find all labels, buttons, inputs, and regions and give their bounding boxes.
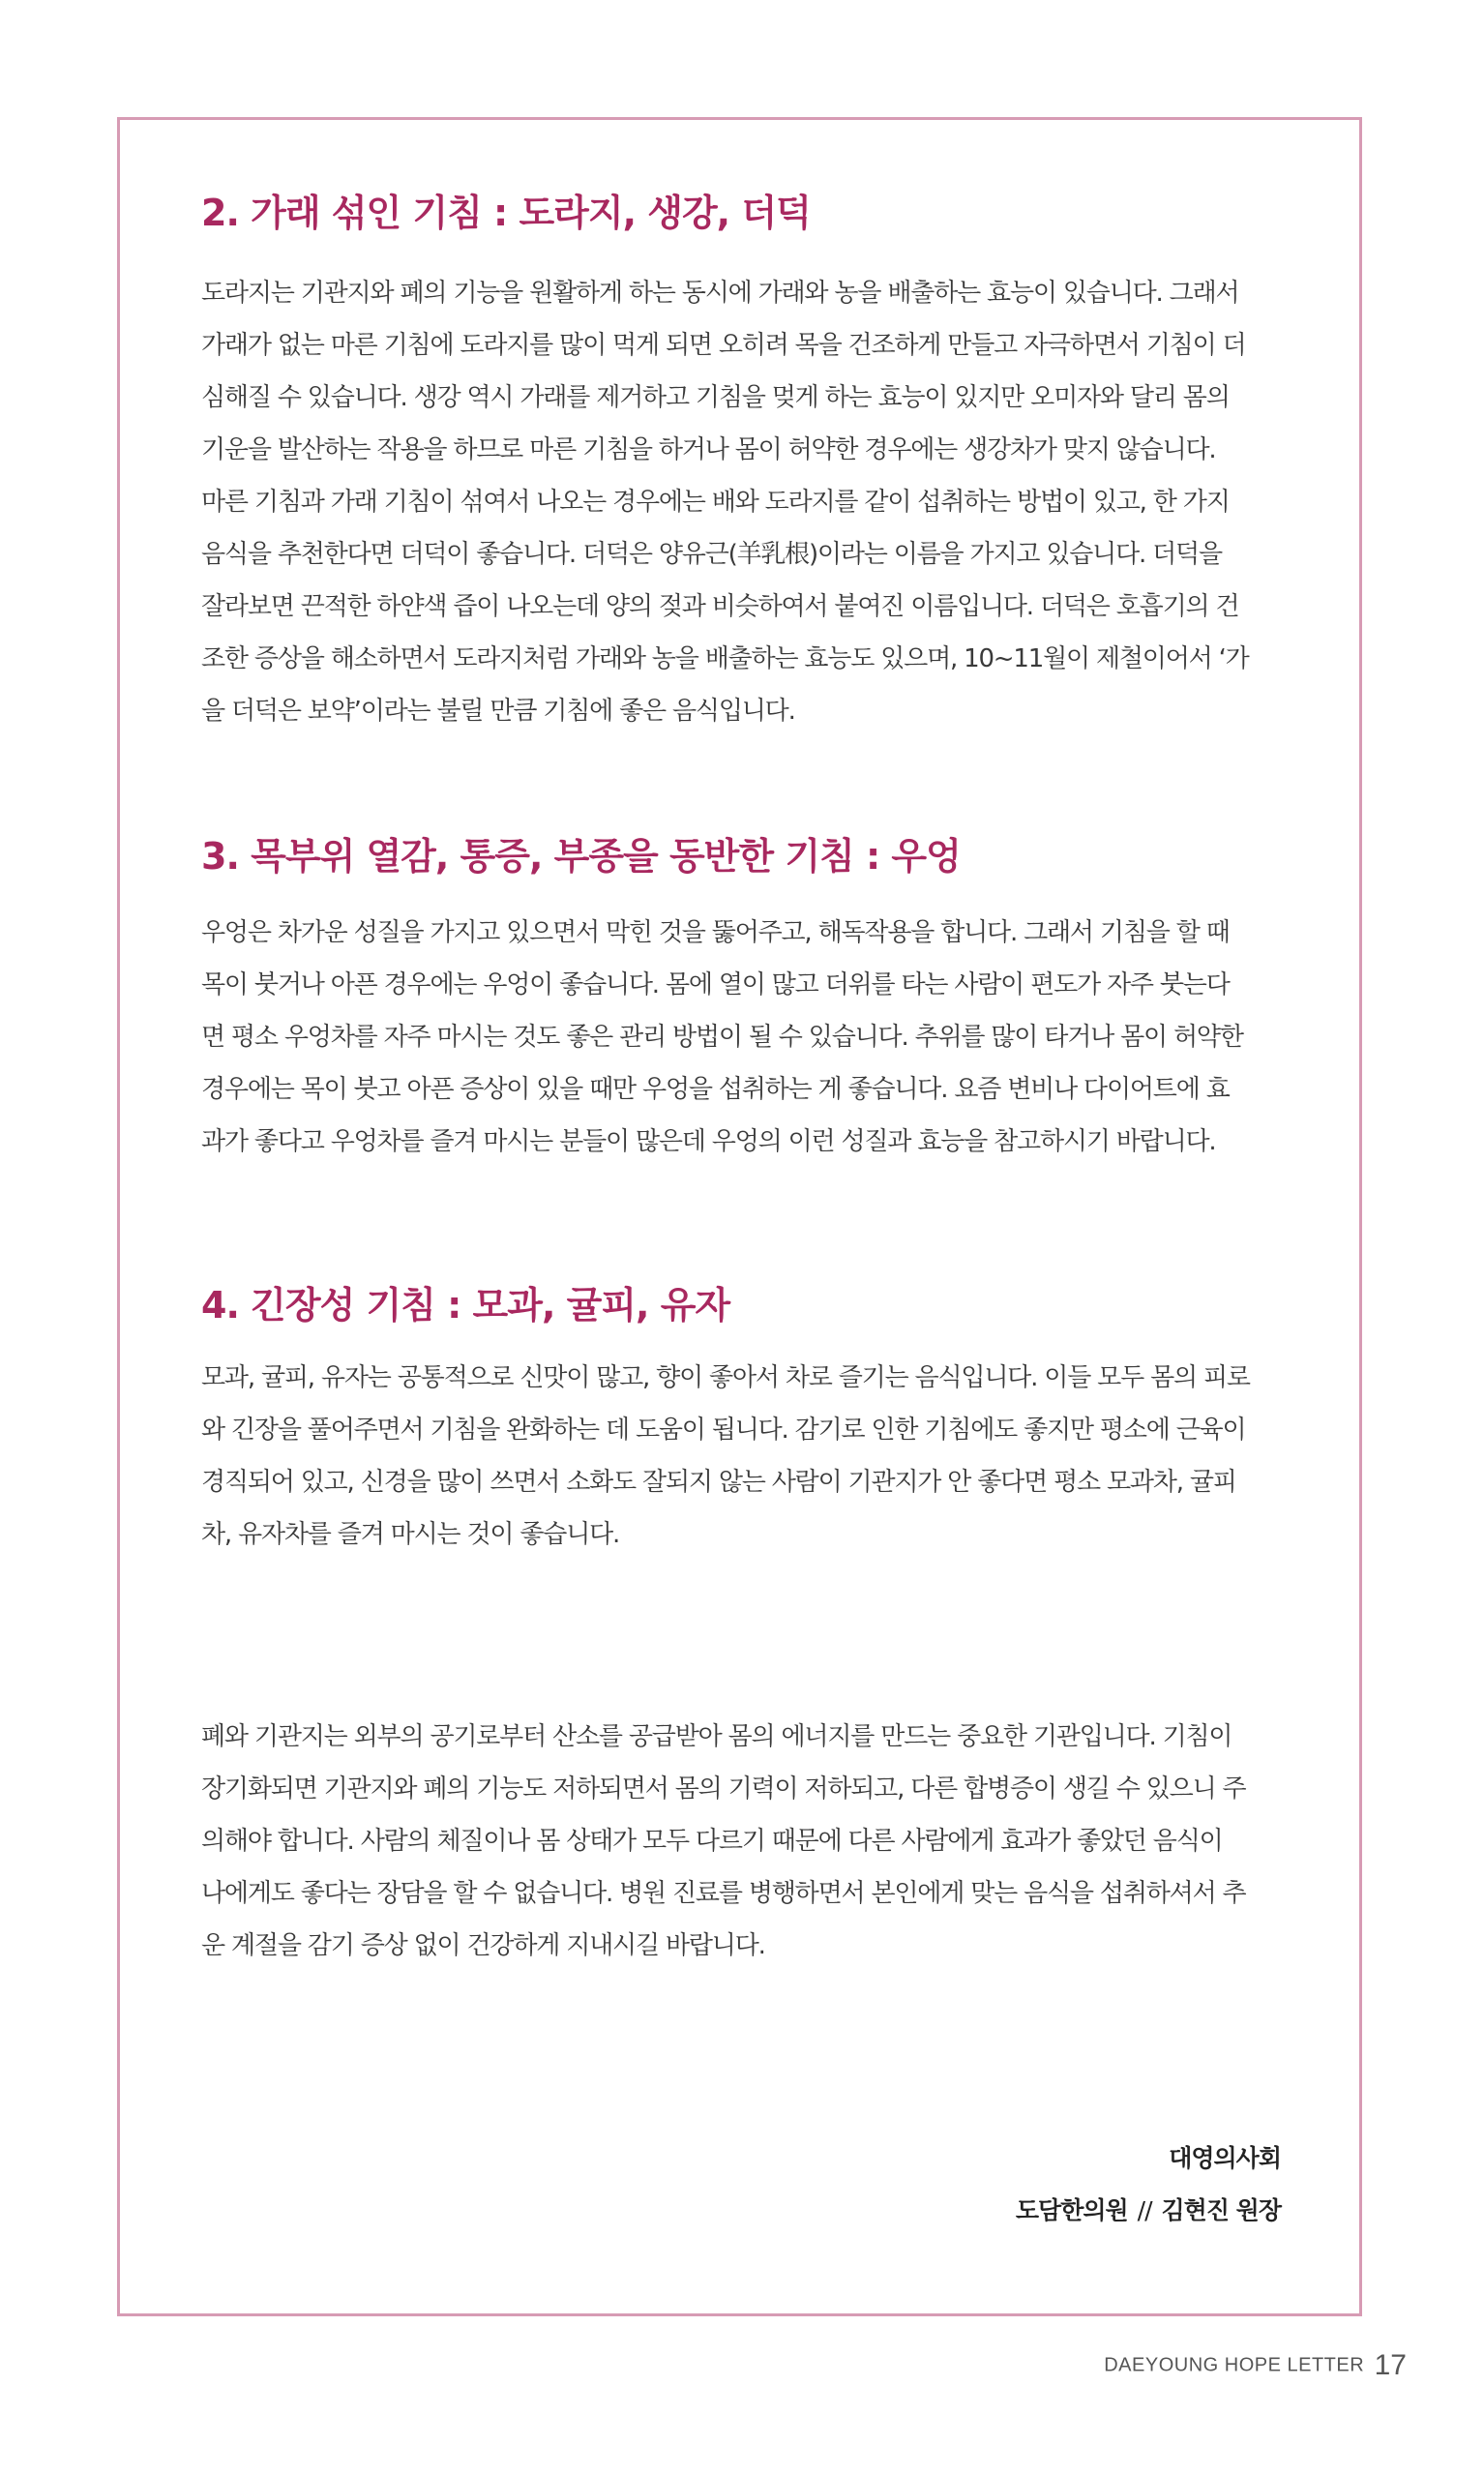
closing-paragraph (201, 1711, 1289, 1972)
body-line: 도라지는 기관지와 폐의 기능을 원활하게 하는 동시에 가래와 농을 배출하는 효능이 있습니다. 그래서 (201, 279, 1239, 308)
body-line: 과가 좋다고 우엉차를 즐겨 마시는 분들이 많은데 우엉의 이런 성질과 효능을 참고하시기 바랍니다. (201, 1127, 1216, 1156)
body-line: 의해야 합니다. 사람의 체질이나 몸 상태가 모두 다르기 때문에 다른 사람에게 효과가 좋았던 음식이 (201, 1827, 1223, 1856)
body-line: 목이 붓거나 아픈 경우에는 우엉이 좋습니다. 몸에 열이 많고 더위를 타는 사람이 편도가 자주 붓는다 (201, 970, 1230, 999)
body-line: 장기화되면 기관지와 폐의 기능도 저하되면서 몸의 기력이 저하되고, 다른 합병증이 생길 수 있으니 주 (201, 1774, 1246, 1804)
body-line: 모과, 귤피, 유자는 공통적으로 신맛이 많고, 향이 좋아서 차로 즐기는 음식입니다. 이들 모두 몸의 피로 (201, 1363, 1250, 1392)
section-title-tension-cough: 4. 긴장성 기침 : 모과, 귤피, 유자 (201, 1284, 730, 1327)
author-credit (1016, 2196, 1281, 2225)
author-clinic: 도담한의원 (1015, 2196, 1128, 2224)
body-line: 폐와 기관지는 외부의 공기로부터 산소를 공급받아 몸의 에너지를 만드는 중요한 기관입니다. 기침이 (201, 1722, 1232, 1751)
body-line: 경우에는 목이 붓고 아픈 증상이 있을 때만 우엉을 섭취하는 게 좋습니다. 요즘 변비나 다이어트에 효 (201, 1075, 1230, 1104)
footer-brand: DAEYOUNG HOPE LETTER (1104, 2354, 1365, 2376)
body-line: 경직되어 있고, 신경을 많이 쓰면서 소화도 잘되지 않는 사람이 기관지가 안 좋다면 평소 모과차, 귤피 (201, 1468, 1236, 1497)
body-line: 운 계절을 감기 증상 없이 건강하게 지내시길 바랍니다. (201, 1931, 765, 1960)
body-line: 차, 유자차를 즐겨 마시는 것이 좋습니다. (201, 1520, 620, 1549)
section-body-throat-cough (201, 907, 1289, 1168)
body-line: 심해질 수 있습니다. 생강 역시 가래를 제거하고 기침을 멎게 하는 효능이 있지만 오미자와 달리 몸의 (201, 383, 1230, 412)
body-line: 잘라보면 끈적한 하얀색 즙이 나오는데 양의 젖과 비슷하여서 붙여진 이름입니다. 더덕은 호흡기의 건 (201, 592, 1239, 621)
section-body-phlegm-cough (201, 267, 1289, 737)
body-line: 조한 증상을 해소하면서 도라지처럼 가래와 농을 배출하는 효능도 있으며, 10~11월이 제철이어서 ‘가 (201, 644, 1249, 673)
section-title-throat-cough: 3. 목부위 열감, 통증, 부종을 동반한 기침 : 우엉 (201, 835, 961, 878)
body-line: 마른 기침과 가래 기침이 섞여서 나오는 경우에는 배와 도라지를 같이 섭취하는 방법이 있고, 한 가지 (201, 488, 1230, 517)
section-body-tension-cough (201, 1352, 1289, 1561)
body-line: 을 더덕은 보약’이라는 불릴 만큼 기침에 좋은 음식입니다. (201, 697, 795, 726)
body-line: 우엉은 차가운 성질을 가지고 있으면서 막힌 것을 뚫어주고, 해독작용을 합니다. 그래서 기침을 할 때 (201, 918, 1230, 947)
page-footer (1104, 2349, 1407, 2382)
author-doctor: 김현진 원장 (1161, 2196, 1281, 2224)
body-line: 면 평소 우엉차를 자주 마시는 것도 좋은 관리 방법이 될 수 있습니다. 추위를 많이 타거나 몸이 허약한 (201, 1023, 1243, 1052)
author-separator: // (1137, 2196, 1152, 2224)
body-line: 가래가 없는 마른 기침에 도라지를 많이 먹게 되면 오히려 목을 건조하게 만들고 자극하면서 기침이 더 (201, 331, 1246, 360)
author-organization: 대영의사회 (1169, 2144, 1281, 2172)
body-line: 나에게도 좋다는 장담을 할 수 없습니다. 병원 진료를 병행하면서 본인에게 맞는 음식을 섭취하셔서 추 (201, 1879, 1246, 1908)
section-title-phlegm-cough: 2. 가래 섞인 기침 : 도라지, 생강, 더덕 (201, 192, 811, 234)
page-number: 17 (1374, 2349, 1407, 2381)
body-line: 와 긴장을 풀어주면서 기침을 완화하는 데 도움이 됩니다. 감기로 인한 기침에도 좋지만 평소에 근육이 (201, 1416, 1246, 1445)
body-line: 기운을 발산하는 작용을 하므로 마른 기침을 하거나 몸이 허약한 경우에는 생강차가 맞지 않습니다. (201, 435, 1216, 464)
body-line: 음식을 추천한다면 더덕이 좋습니다. 더덕은 양유근(羊乳根)이라는 이름을 가지고 있습니다. 더덕을 (201, 540, 1222, 569)
